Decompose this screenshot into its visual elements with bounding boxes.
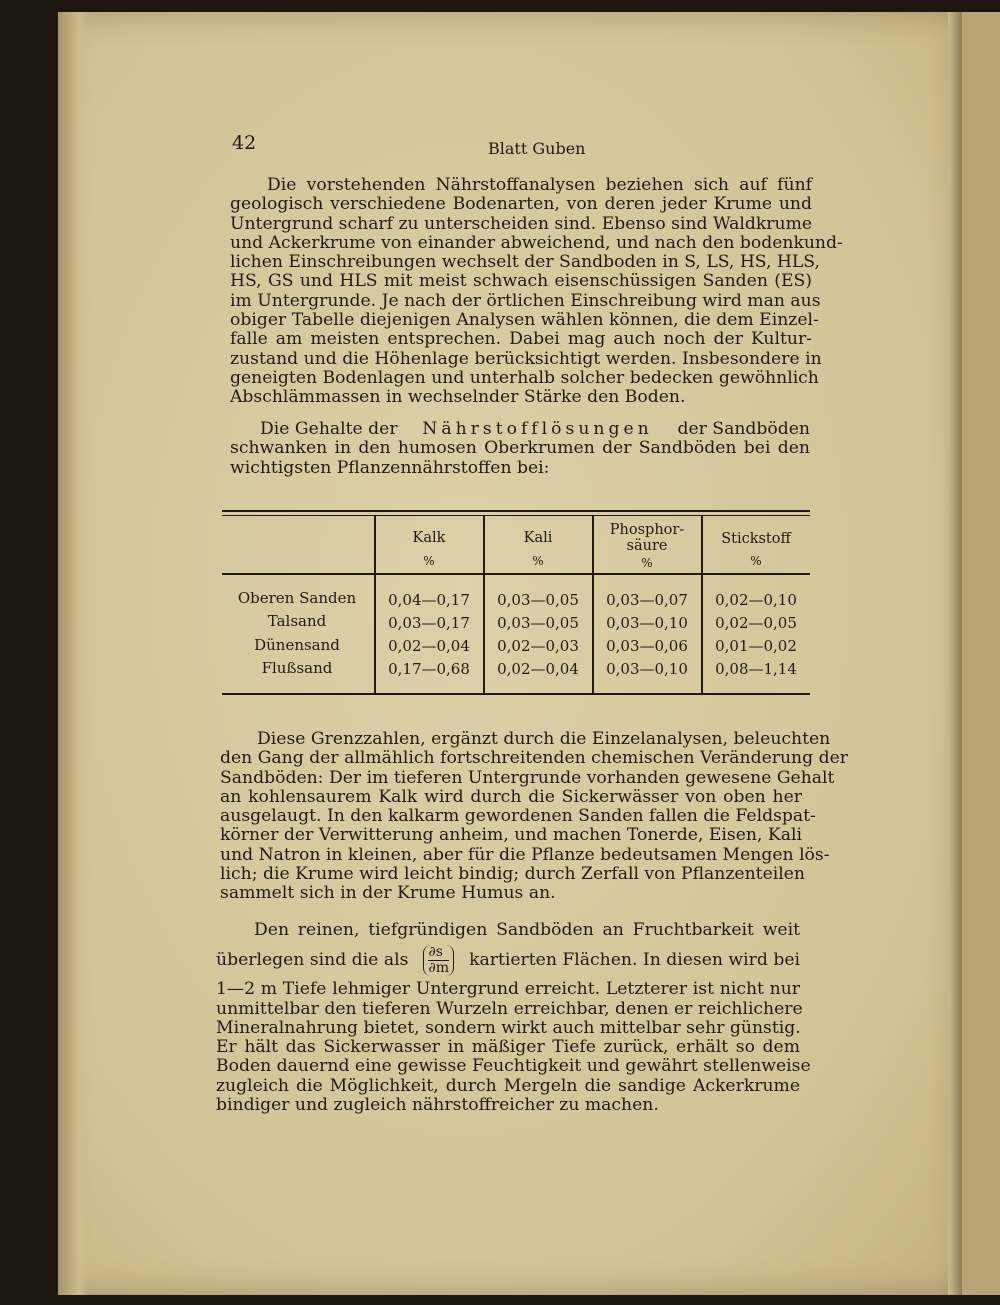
table-cell: 0,03—0,05 xyxy=(497,591,579,609)
column-header-kali: Kali xyxy=(523,530,553,546)
row-label: Dünensand xyxy=(254,636,340,654)
running-head: Blatt Guben xyxy=(488,139,586,158)
table-cell: 0,01—0,02 xyxy=(715,637,797,655)
fraction-symbol xyxy=(423,945,454,976)
table-rule-bottom xyxy=(222,693,810,695)
text-line: an kohlensaurem Kalk wird durch die Sickerwässer von oben her xyxy=(220,786,802,807)
row-label: Flußsand xyxy=(261,659,333,677)
table-cell: 0,02—0,03 xyxy=(497,637,579,655)
table-cell: 0,03—0,17 xyxy=(388,614,470,632)
row-label: Talsand xyxy=(267,612,327,630)
paragraph-4 xyxy=(216,920,811,1116)
table-cell: 0,02—0,04 xyxy=(497,660,579,678)
text-line: Boden dauernd eine gewisse Feuchtigkeit und gewährt stellenweise xyxy=(216,1056,811,1077)
text-line: wichtigsten Pflanzennährstoffen bei: xyxy=(230,457,550,478)
column-header-stickstoff: Stickstoff xyxy=(721,531,791,547)
text-fragment: kartierten Flächen. In diesen wird bei xyxy=(469,949,800,970)
table-rule-top-thin xyxy=(222,515,810,516)
text-line: Die vorstehenden Nährstoffanalysen beziehen sich auf fünf xyxy=(267,175,812,195)
column-header-phosphorsaeure-l2: säure xyxy=(626,538,668,554)
text-line: Den reinen, tiefgründigen Sandböden an Fruchtbarkeit weit xyxy=(254,920,800,940)
column-unit: % xyxy=(641,556,653,570)
text-line: zugleich die Möglichkeit, durch Mergeln die sandige Ackerkrume xyxy=(216,1075,800,1096)
text-line: Untergrund scharf zu unterscheiden sind. Ebenso sind Waldkrume xyxy=(230,213,813,234)
text-line: falle am meisten entsprechen. Dabei mag auch noch der Kultur- xyxy=(230,329,812,350)
column-header-kalk: Kalk xyxy=(412,530,446,546)
text-line: HS, GS und HLS mit meist schwach eisenschüssigen Sanden (ES) xyxy=(230,271,812,292)
text-line: geologisch verschiedene Bodenarten, von deren jeder Krume und xyxy=(230,194,812,215)
table-cell: 0,17—0,68 xyxy=(388,660,470,678)
text-line xyxy=(216,940,800,980)
column-header-phosphorsaeure: Phosphor- xyxy=(609,522,685,538)
text-fragment: der Sandböden xyxy=(677,419,810,439)
text-line: im Untergrunde. Je nach der örtlichen Einschreibung wird man aus xyxy=(230,290,821,311)
text-line: 1—2 m Tiefe lehmiger Untergrund erreicht. Letzterer ist nicht nur xyxy=(216,979,800,1000)
table-cell: 0,03—0,07 xyxy=(606,591,688,609)
table-cell: 0,03—0,06 xyxy=(606,637,688,655)
nutrient-table xyxy=(222,510,810,696)
text-line: Er hält das Sickerwasser in mäßiger Tiefe zurück, erhält so dem xyxy=(216,1037,800,1058)
table-rule-header xyxy=(222,573,810,575)
table-cell: 0,02—0,10 xyxy=(715,591,797,609)
text-line: den Gang der allmählich fortschreitenden chemischen Veränderung der xyxy=(220,748,848,769)
text-line: Diese Grenzzahlen, ergänzt durch die Einzelanalysen, beleuchten xyxy=(257,729,831,749)
column-unit: % xyxy=(423,554,435,568)
spaced-emphasis: Nährstofflösungen xyxy=(422,419,653,439)
table-cell: 0,03—0,05 xyxy=(497,614,579,632)
text-line: lichen Einschreibungen wechselt der Sandboden in S, LS, HS, HLS, xyxy=(230,252,820,273)
text-line: Mineralnahrung bietet, sondern wirkt auch mittelbar sehr günstig. xyxy=(216,1017,801,1038)
text-line: obiger Tabelle diejenigen Analysen wählen können, die dem Einzel- xyxy=(230,310,819,331)
text-line: sammelt sich in der Krume Humus an. xyxy=(220,883,556,904)
text-line: und Ackerkrume von einander abweichend, und nach den bodenkund- xyxy=(230,232,843,253)
text-line: geneigten Bodenlagen und unterhalb solcher bedecken gewöhnlich xyxy=(230,367,819,388)
table-cell: 0,03—0,10 xyxy=(606,660,688,678)
table-cell: 0,02—0,04 xyxy=(388,637,470,655)
paragraph-3 xyxy=(220,729,848,904)
table-cell: 0,08—1,14 xyxy=(715,660,797,678)
row-label: Oberen Sanden xyxy=(237,589,357,607)
column-unit: % xyxy=(532,554,544,568)
text-line: lich; die Krume wird leicht bindig; durch Zerfall von Pflanzenteilen xyxy=(220,864,805,885)
paragraph-1 xyxy=(230,175,843,408)
text-line: und Natron in kleinen, aber für die Pflanze bedeutsamen Mengen lös- xyxy=(220,844,830,865)
table-rule-top xyxy=(222,510,810,512)
text-fragment: Die Gehalte der xyxy=(260,419,398,439)
text-line: schwanken in den humosen Oberkrumen der Sandböden bei den xyxy=(230,438,810,459)
fraction-denominator: ∂m xyxy=(428,959,449,976)
text-line: unmittelbar den tieferen Wurzeln erreichbar, denen er reichlichere xyxy=(216,998,803,1019)
text-line: Abschlämmassen in wechselnder Stärke den Boden. xyxy=(230,387,686,408)
fraction-numerator: ∂s xyxy=(428,945,449,961)
page-number: 42 xyxy=(232,132,257,154)
table-cell: 0,03—0,10 xyxy=(606,614,688,632)
text-line: zustand und die Höhenlage berücksichtigt werden. Insbesondere in xyxy=(230,348,822,369)
text-line: körner der Verwitterung anheim, und machen Tonerde, Eisen, Kali xyxy=(220,825,802,846)
text-line: ausgelaugt. In den kalkarm gewordenen Sanden fallen die Feldspat- xyxy=(220,806,816,827)
text-line: bindiger und zugleich nährstoffreicher zu machen. xyxy=(216,1095,659,1116)
table-cell: 0,02—0,05 xyxy=(715,614,797,632)
table-cell: 0,04—0,17 xyxy=(388,591,470,609)
text-fragment: überlegen sind die als xyxy=(216,949,409,970)
text-line xyxy=(230,420,810,439)
column-unit: % xyxy=(750,554,762,568)
text-line: Sandböden: Der im tieferen Untergrunde vorhanden gewesene Gehalt xyxy=(220,767,835,788)
paragraph-2 xyxy=(230,420,810,478)
